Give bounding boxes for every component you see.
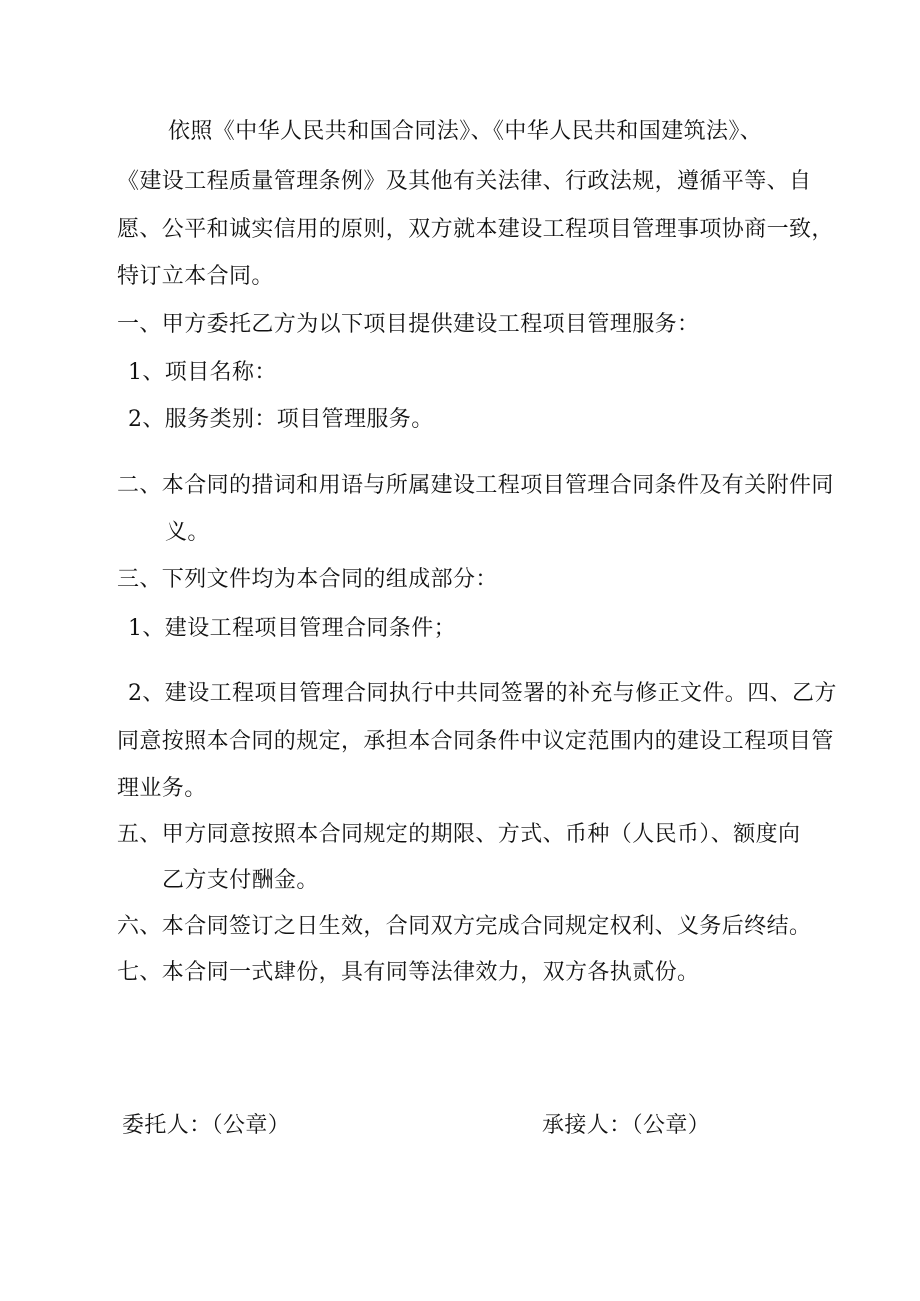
intro-line-4: 特订立本合同。 (117, 264, 274, 289)
intro-line-2: 《建设工程质量管理条例》及其他有关法律、行政法规，遵循平等、自 (117, 169, 812, 194)
clause-5-line-1: 五、甲方同意按照本合同规定的期限、方式、币种（人民币）、额度向 (117, 822, 801, 847)
clause-5-line-2: 乙方支付酬金。 (162, 868, 319, 893)
contractor-signature: 承接人：（公章） (542, 1113, 711, 1138)
client-signature: 委托人：（公章） (122, 1113, 291, 1138)
clause-3-item-2-line-1: 2、建设工程项目管理合同执行中共同签署的补充与修正文件。四、乙方 (128, 681, 837, 706)
clause-1-item-1: 1、项目名称： (128, 360, 277, 385)
clause-1-item-2: 2、服务类别：项目管理服务。 (128, 407, 434, 432)
clause-6-text: 六、本合同签订之日生效，合同双方完成合同规定权利、义务后终结。 (117, 914, 812, 939)
clause-2-line-2: 义。 (165, 520, 210, 545)
clause-7-text: 七、本合同一式肆份，具有同等法律效力，双方各执贰份。 (117, 960, 700, 985)
clause-3-item-2-line-3: 理业务。 (117, 776, 207, 801)
clause-1-heading: 一、甲方委托乙方为以下项目提供建设工程项目管理服务： (117, 312, 700, 337)
intro-line-1: 依照《中华人民共和国合同法》、《中华人民共和国建筑法》、 (168, 119, 763, 144)
clause-3-heading: 三、下列文件均为本合同的组成部分： (117, 567, 498, 592)
clause-2-line-1: 二、本合同的措词和用语与所属建设工程项目管理合同条件及有关附件同 (117, 473, 834, 498)
clause-3-item-1: 1、建设工程项目管理合同条件； (128, 616, 456, 641)
intro-line-3: 愿、公平和诚实信用的原则，双方就本建设工程项目管理事项协商一致， (117, 217, 834, 242)
clause-3-item-2-line-2: 同意按照本合同的规定，承担本合同条件中议定范围内的建设工程项目管 (117, 729, 834, 754)
